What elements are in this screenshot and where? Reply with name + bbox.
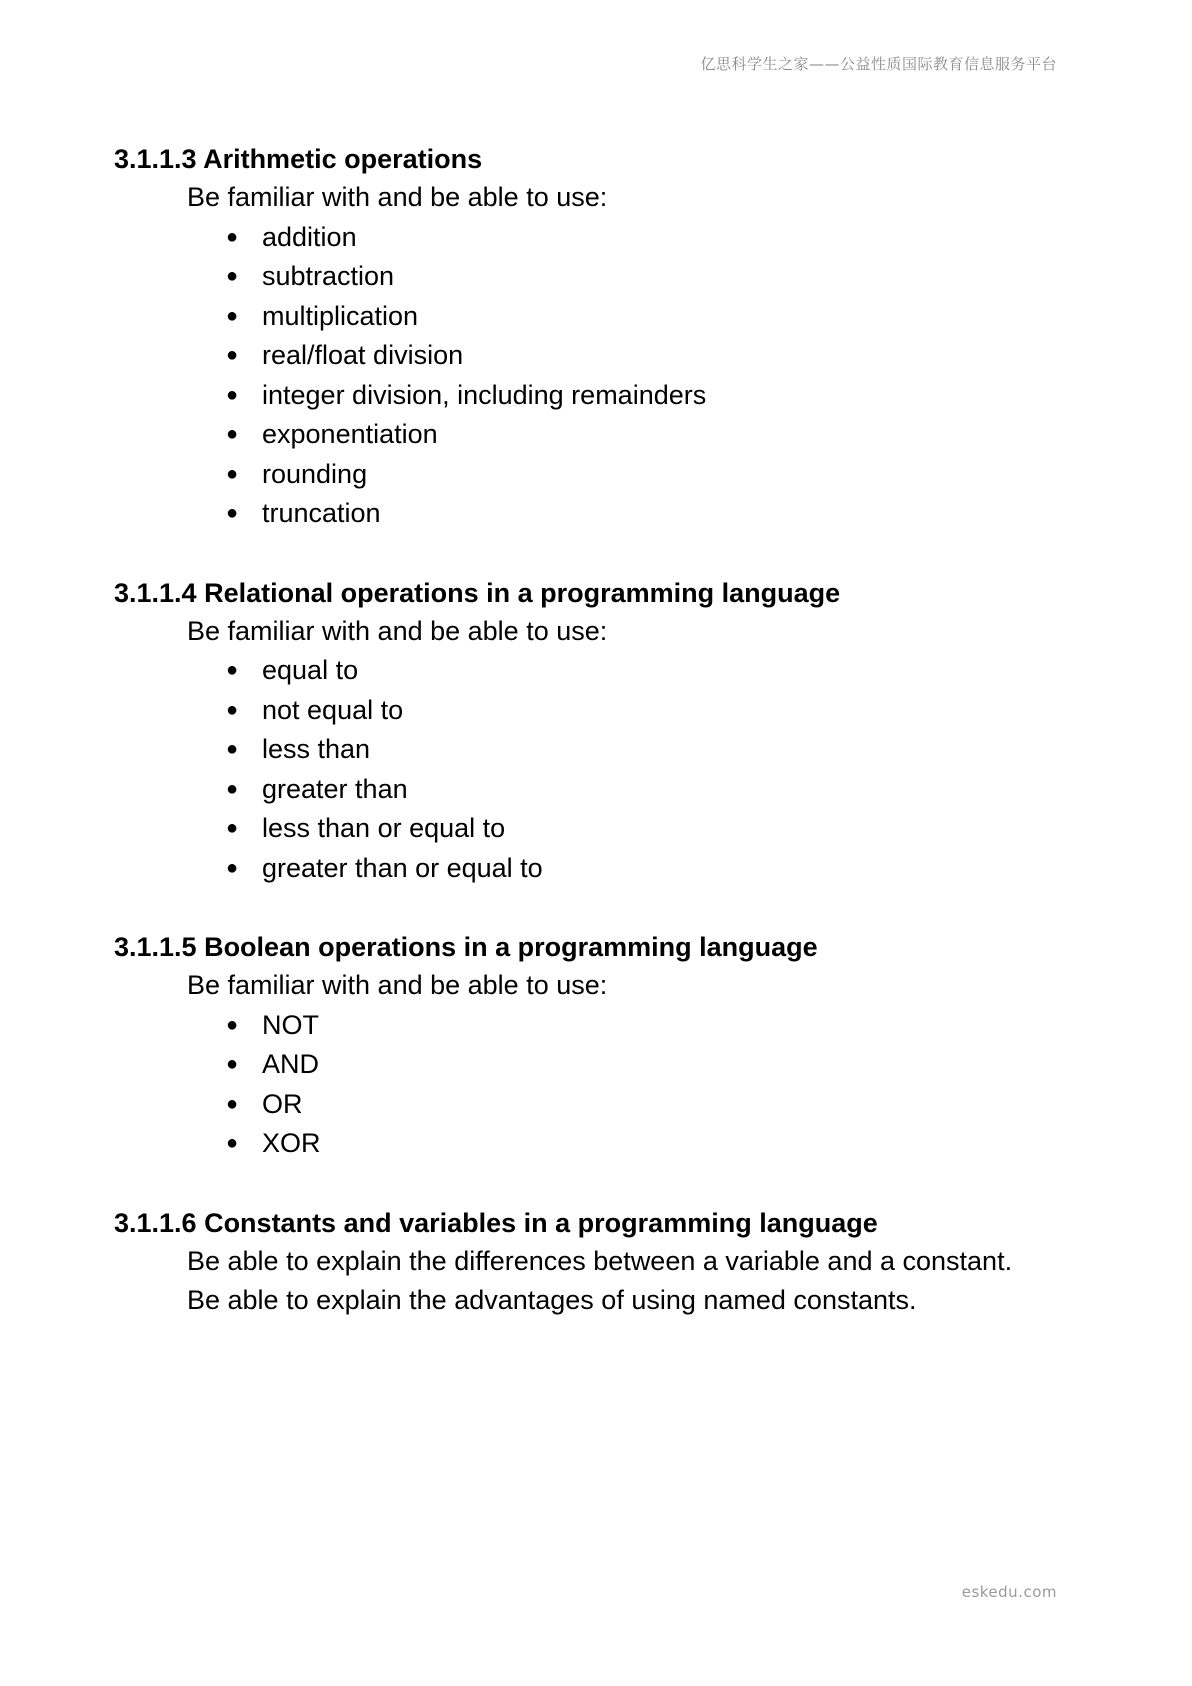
list-item: [226, 651, 1074, 691]
section-heading: 3.1.1.6 Constants and variables in a programming language: [114, 1207, 878, 1238]
list-item: [226, 1085, 1074, 1125]
list-item: [226, 1045, 1074, 1085]
section-intro: Be familiar with and be able to use:: [187, 182, 608, 212]
bullet-icon: ●: [226, 1132, 239, 1154]
section: [114, 574, 1074, 889]
list-item: [226, 218, 1074, 258]
list-item: [226, 770, 1074, 810]
bullet-icon: ●: [226, 304, 239, 327]
list-item-text: less than: [262, 734, 371, 764]
bullet-icon: ●: [226, 777, 239, 800]
list-item-text: OR: [262, 1088, 303, 1119]
bullet-icon: ●: [226, 698, 239, 721]
bullet-icon: ●: [226, 1013, 239, 1036]
list-item: [226, 809, 1074, 849]
section: [114, 1204, 1074, 1321]
document-body: [114, 140, 1074, 1361]
list-item-text: rounding: [262, 458, 368, 489]
list-item-text: greater than: [262, 773, 408, 804]
list-item-text: real/float division: [262, 340, 464, 370]
list-item: [226, 376, 1074, 416]
list-item: [226, 1124, 1074, 1164]
section-intro: Be familiar with and be able to use:: [187, 615, 608, 646]
list-item: [226, 730, 1074, 770]
bullet-icon: ●: [226, 659, 239, 681]
list-item: [226, 691, 1074, 731]
list-item-text: exponentiation: [262, 419, 438, 449]
list-item: [226, 257, 1074, 297]
bullet-icon: ●: [226, 383, 239, 406]
section-heading: 3.1.1.3 Arithmetic operations: [114, 144, 483, 174]
list-item-text: subtraction: [262, 261, 395, 291]
list-item: [226, 297, 1074, 337]
section: [114, 140, 1074, 534]
section-heading: 3.1.1.4 Relational operations in a programming language: [114, 577, 841, 608]
list-item-text: less than or equal to: [262, 813, 506, 843]
list-item: [226, 415, 1074, 455]
list-item-text: greater than or equal to: [262, 852, 543, 883]
page-header: 亿思科学生之家——公益性质国际教育信息服务平台: [700, 55, 1057, 73]
list-item: [226, 336, 1074, 376]
list-item: [226, 455, 1074, 495]
list-item-text: equal to: [262, 655, 359, 685]
section-intro: Be able to explain the advantages of using named constants.: [187, 1285, 917, 1315]
bullet-icon: ●: [226, 817, 239, 839]
section-heading: 3.1.1.5 Boolean operations in a programming language: [114, 932, 818, 962]
list-item-text: AND: [262, 1049, 320, 1079]
bullet-icon: ●: [226, 502, 239, 524]
list-item-text: XOR: [262, 1128, 321, 1158]
bullet-icon: ●: [226, 1053, 239, 1075]
section-intro: Be able to explain the differences between a variable and a constant.: [187, 1245, 1013, 1276]
bullet-icon: ●: [226, 1092, 239, 1115]
list-item: [226, 849, 1074, 889]
bullet-icon: ●: [226, 265, 239, 287]
bullet-icon: ●: [226, 738, 239, 760]
list-item-text: addition: [262, 221, 357, 252]
list-item-text: not equal to: [262, 694, 404, 725]
bullet-icon: ●: [226, 344, 239, 366]
bullet-list: [114, 218, 1074, 534]
bullet-list: [114, 1006, 1074, 1164]
bullet-list: [114, 651, 1074, 888]
list-item: [226, 1006, 1074, 1046]
page-footer: eskedu.com: [961, 1583, 1057, 1601]
section-intro: Be familiar with and be able to use:: [187, 970, 608, 1000]
list-item-text: NOT: [262, 1009, 319, 1040]
list-item-text: multiplication: [262, 300, 419, 331]
bullet-icon: ●: [226, 225, 239, 248]
bullet-icon: ●: [226, 423, 239, 445]
list-item: [226, 494, 1074, 534]
bullet-icon: ●: [226, 856, 239, 879]
list-item-text: integer division, including remainders: [262, 379, 707, 410]
bullet-icon: ●: [226, 462, 239, 485]
list-item-text: truncation: [262, 498, 381, 528]
section: [114, 928, 1074, 1164]
